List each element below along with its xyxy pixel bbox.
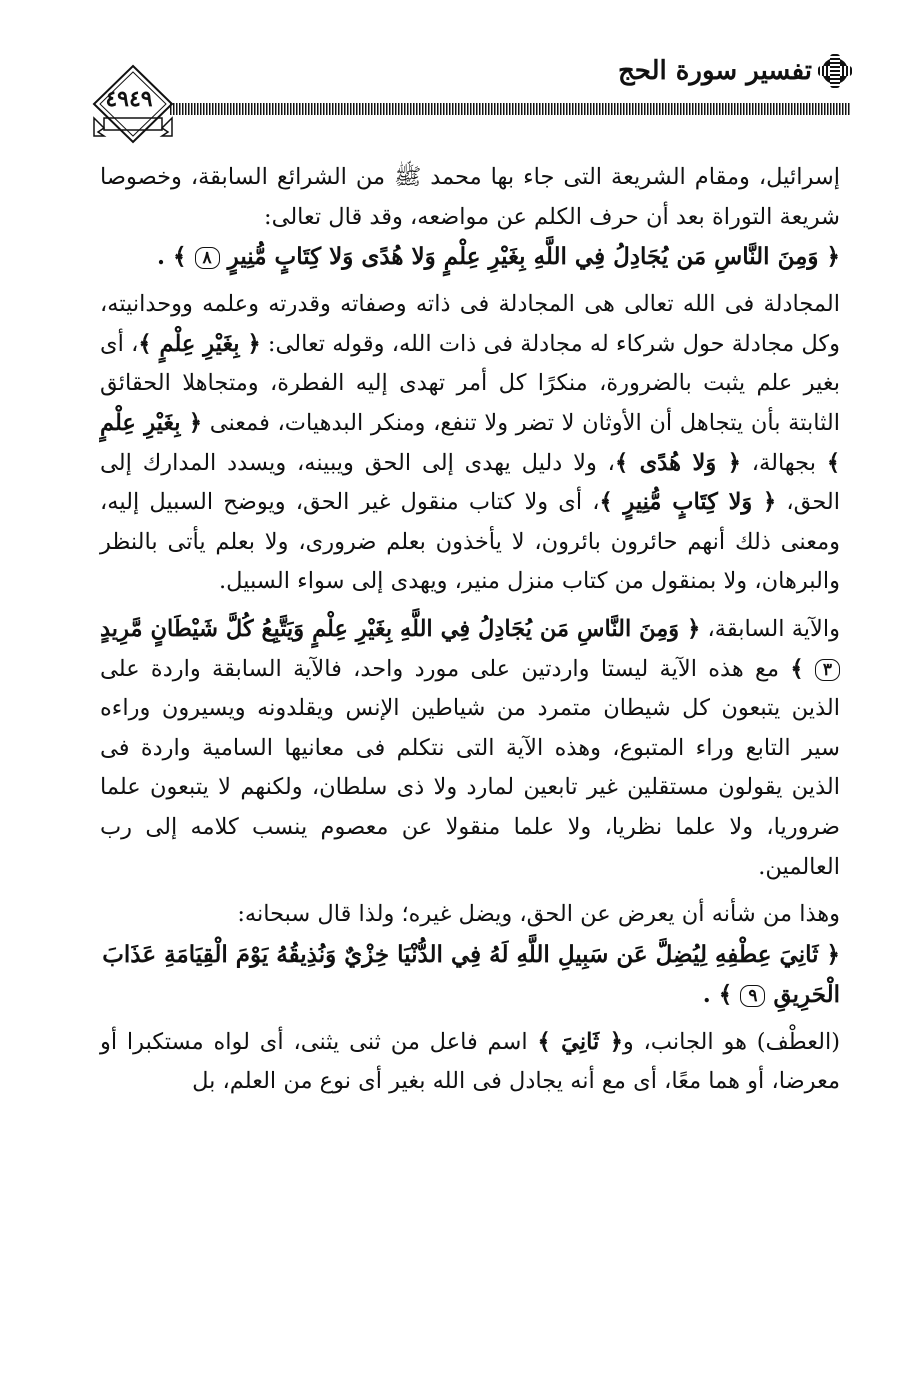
paragraph-5 — [100, 1023, 840, 1102]
page-header — [0, 0, 910, 150]
verse-8-text: ﴿ وَمِنَ النَّاسِ مَن يُجَادِلُ فِي اللَّهِ بِغَيْرِ عِلْمٍ وَلا هُدًى وَلا كِتَابٍ مُّنِيرٍ — [227, 243, 840, 271]
ornament-icon — [822, 58, 848, 84]
p2-text-b: ، أى بغير علم يثبت بالضرورة، منكرًا كل أمر تهدى إليه الفطرة، ومتجاهلا الحقائق الثابتة بأن يتجاهل أن الأوثان لا تضر ولا تنفع، ومنكر البدهيات، فمعنى — [100, 330, 840, 436]
verse-9-number: ٩ — [740, 985, 765, 1007]
verse-9-text: ﴿ ثَانِيَ عِطْفِهِ لِيُضِلَّ عَن سَبِيلِ اللَّهِ لَهُ فِي الدُّنْيَا خِزْيٌ وَنُذِيقُهُ يَوْمَ الْقِيَامَةِ عَذَابَ الْحَرِيقِ — [102, 940, 840, 1008]
paragraph-2 — [100, 285, 840, 602]
p2-text-c: بجهالة، — [740, 449, 827, 476]
p2-quote-1: ﴿ بِغَيْرِ عِلْمٍ ﴾ — [138, 330, 261, 357]
verse-8-close: ﴾ . — [156, 243, 187, 271]
paragraph-3 — [100, 610, 840, 887]
p3-quote-1: ﴿ وَمِنَ النَّاسِ مَن يُجَادِلُ فِي اللَّهِ بِغَيْرِ عِلْمٍ وَيَتَّبِعُ كُلَّ شَيْطَانٍ مَّرِيدٍ — [100, 615, 701, 642]
p2-text-e: ، أى ولا كتاب منقول غير الحق، ويوضح السبيل إليه، ومعنى ذلك أنهم حائرون بائرون، لا يأخذون بعلم ضرورى، ولا بعلم يأتى بالنظر والبرهان، ولا بمنقول من كتاب منزل منير، ويهدى إلى سواء السبيل. — [100, 489, 840, 595]
p2-text-d: ، ولا دليل يهدى إلى الحق ويبينه، ويسدد المدارك إلى الحق، — [100, 449, 841, 516]
p5-text-b: اسم فاعل من ثنى يثنى، أى لواه مستكبرا أو معرضا، أو هما معًا، أى مع أنه يجادل فى الله بغير أى نوع من العلم، بل — [100, 1028, 840, 1095]
page-body — [100, 158, 840, 1102]
paragraph-4: وهذا من شأنه أن يعرض عن الحق، ويضل غيره؛ ولذا قال سبحانه: — [237, 901, 840, 928]
verse-9 — [100, 935, 840, 1015]
p5-quote-1: ﴿ ثَانِيَ ﴾ — [537, 1028, 623, 1055]
header-rule — [170, 103, 850, 115]
p2-quote-2: ﴿ بِغَيْرِ عِلْمٍ ﴾ — [100, 409, 841, 476]
p2-quote-3: ﴿ وَلا هُدًى ﴾ — [614, 449, 741, 476]
page-number: ٤٩٤٩ — [105, 86, 153, 112]
title-group — [618, 56, 848, 86]
surah-title: تفسير سورة الحج — [618, 56, 812, 86]
p2-quote-4: ﴿ وَلا كِتَابٍ مُّنِيرٍ ﴾ — [599, 489, 777, 516]
verse-9-close: ﴾ . — [702, 980, 733, 1008]
p3-text-b: مع هذه الآية ليستا واردتين على مورد واحد، فالآية السابقة واردة على الذين يتبعون كل شيطان متمرد من شياطين الإنس ويقلدونه ويسيرون وراءه سير التابع وراء المتبوع، وهذه الآية التى نتكلم فى معانيها السامية واردة فى الذين يقولون مستقلين غير تابعين لمارد ولا ذى سلطان، ولكنهم لا يتبعون علما ضروريا، ولا علما نظريا، ولا علما منقولا عن معصوم ينسب كلامه إلى رب العالمين. — [100, 655, 840, 880]
paragraph-1: إسرائيل، ومقام الشريعة التى جاء بها محمد ﷺ من الشرائع السابقة، وخصوصا شريعة التوراة بعد أن حرف الكلم عن مواضعه، وقد قال تعالى: — [100, 164, 840, 230]
p2-text-a: المجادلة فى الله تعالى هى المجادلة فى ذاته وصفاته وقدرته وعلمه ووحدانيته، وكل مجادلة حول شركاء له مجادلة فى ذات الله، وقوله تعالى: — [100, 291, 840, 357]
p5-text-a: (العطْف) هو الجانب، و — [622, 1028, 840, 1055]
verse-8-number: ٨ — [195, 247, 220, 269]
p3-quote-close: ﴾ — [790, 655, 804, 682]
p3-text-a: والآية السابقة، — [700, 615, 840, 642]
verse-3-number: ٣ — [815, 659, 840, 681]
verse-8 — [100, 237, 840, 277]
